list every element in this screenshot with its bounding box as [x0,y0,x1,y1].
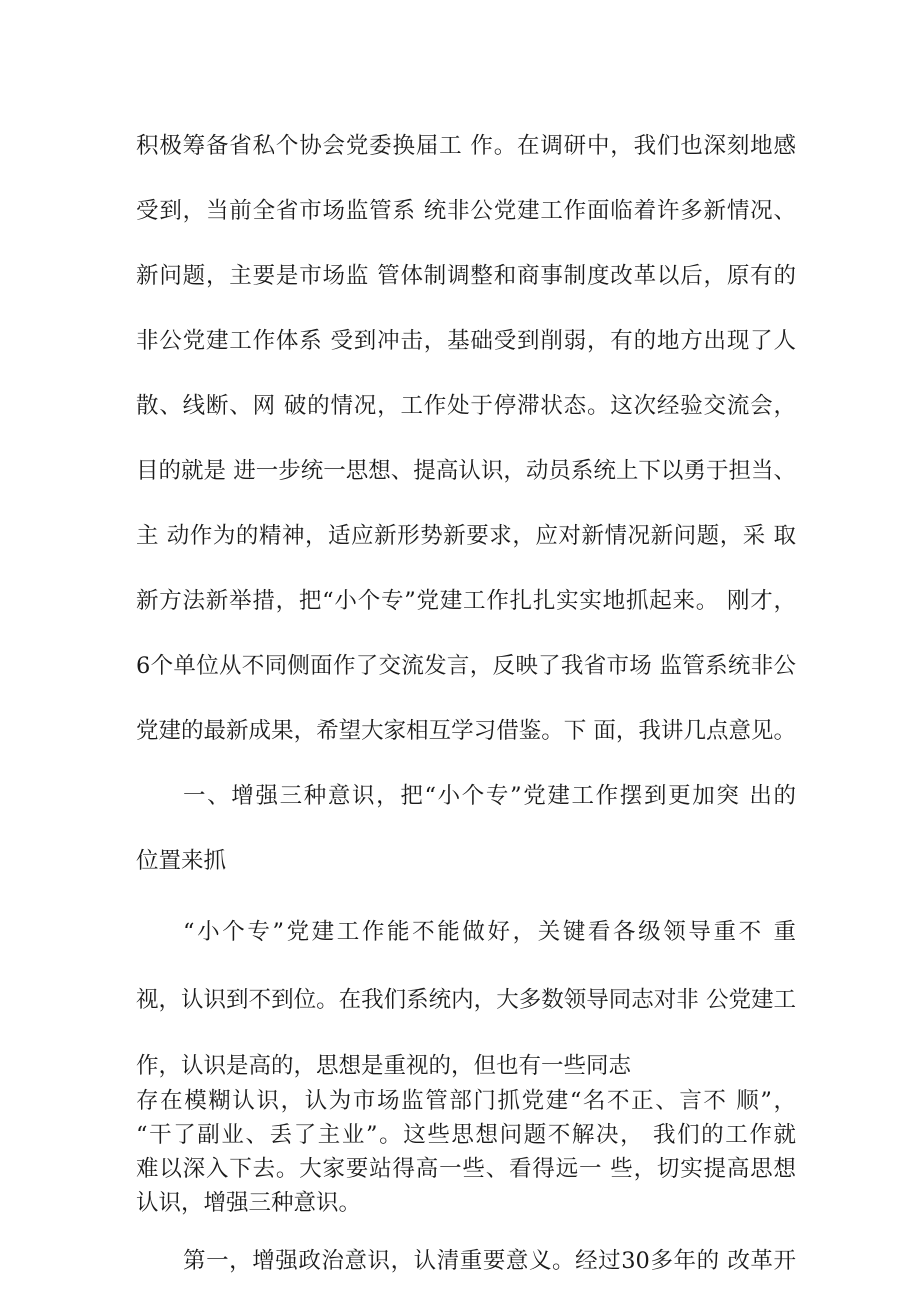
paragraph-line: 第一，增强政治意识，认清重要意义。经过30多年的 改革开 [183,1248,796,1274]
paragraph-line: 非公党建工作体系 受到冲击，基础受到削弱，有的地方出现了人 [136,328,796,354]
paragraph-line: 受到，当前全省市场监管系 统非公党建工作面临着许多新情况、 [136,198,796,224]
paragraph-line: 认识，增强三种意识。 [136,1190,362,1216]
paragraph-line: 新问题，主要是市场监 管体制调整和商事制度改革以后，原有的 [136,263,796,289]
paragraph-line: 主 动作为的精神，适应新形势新要求，应对新情况新问题，采 取 [136,523,796,549]
paragraph-line: “干了副业、丢了主业”。这些思想问题不解决， 我们的工作就 [136,1122,796,1148]
section-heading-line: 位置来抓 [136,848,227,874]
paragraph-line: 作，认识是高的，思想是重视的，但也有一些同志 [136,1053,632,1079]
paragraph-line: “小个专”党建工作能不能做好，关键看各级领导重不 重 [183,919,796,945]
paragraph-line: 散、线断、网 破的情况，工作处于停滞状态。这次经验交流会， [136,393,796,419]
paragraph-line: 6个单位从不同侧面作了交流发言，反映了我省市场 监管系统非公 [136,653,796,679]
section-heading-line: 一、增强三种意识，把“小个专”党建工作摆到更加突 出的 [183,783,796,809]
paragraph-line: 难以深入下去。大家要站得高一些、看得远一 些，切实提高思想 [136,1156,796,1182]
paragraph-line: 存在模糊认识，认为市场监管部门抓党建“名不正、言不 顺”， [136,1088,796,1114]
paragraph-line: 积极筹备省私个协会党委换届工 作。在调研中，我们也深刻地感 [136,133,796,159]
paragraph-line: 新方法新举措，把“小个专”党建工作扎扎实实地抓起来。 刚才， [136,588,796,614]
paragraph-line: 党建的最新成果，希望大家相互学习借鉴。下 面，我讲几点意见。 [136,718,796,744]
paragraph-line: 视，认识到不到位。在我们系统内，大多数领导同志对非 公党建工 [136,987,796,1013]
paragraph-line: 目的就是 进一步统一思想、提高认识，动员系统上下以勇于担当、 [136,458,796,484]
